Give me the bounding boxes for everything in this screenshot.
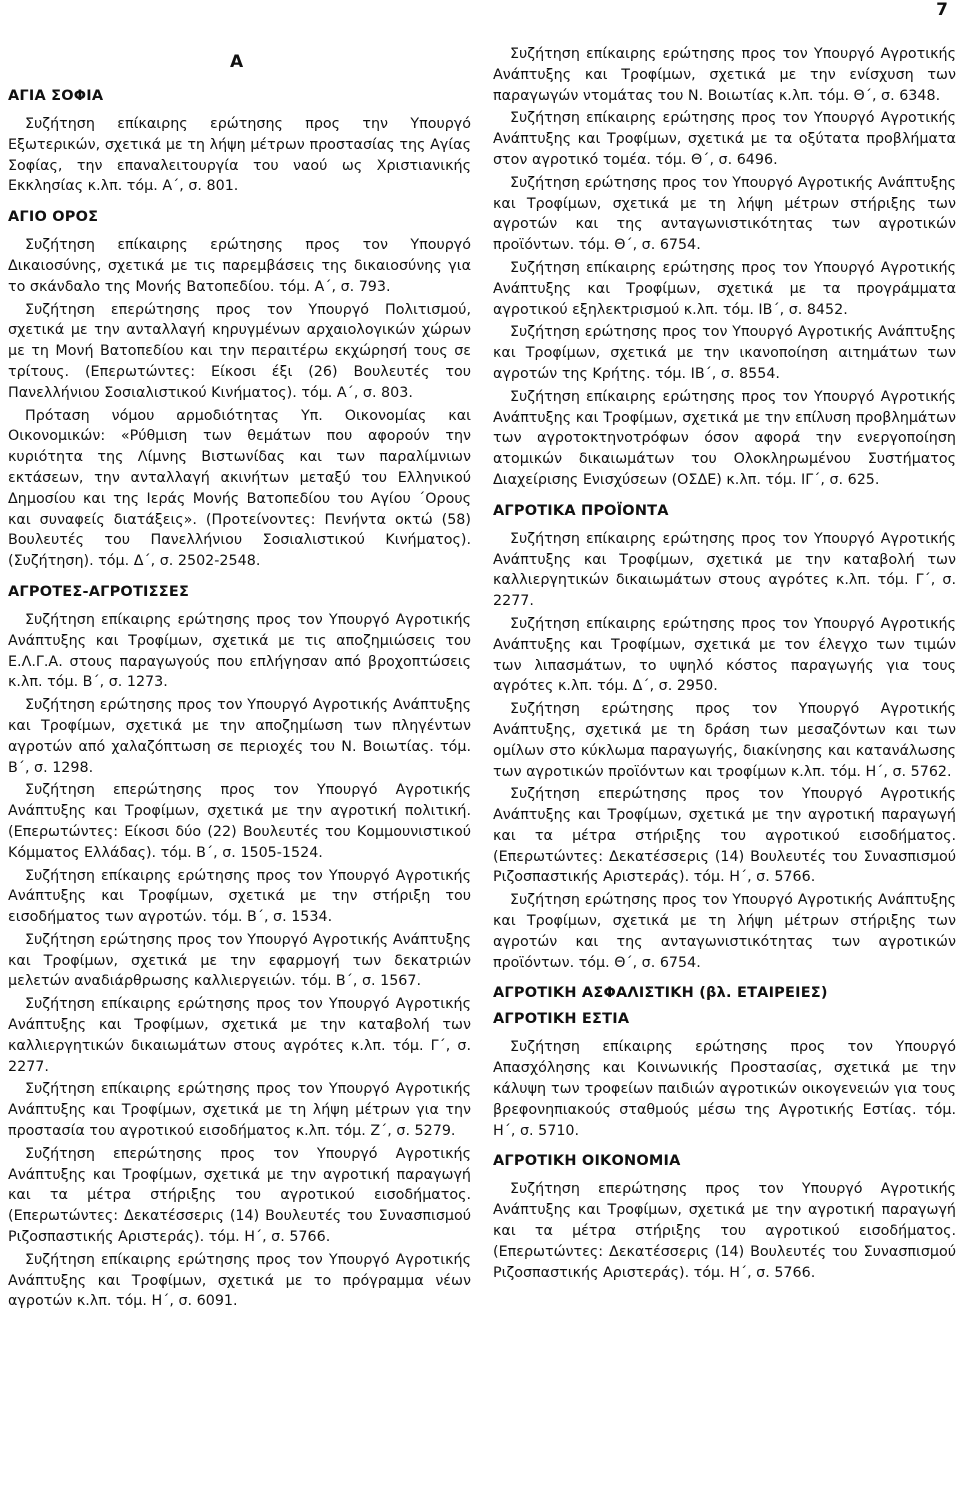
section-letter: Α (230, 52, 244, 72)
index-entry: Συζήτηση επίκαιρης ερώτησης προς τον Υπουργό Αγροτικής Ανάπτυξης και Τροφίμων, σχετικά με την επίλυση προβλημάτων των αγροτοκτηνοτρόφων όσον αφορά την ενεργοποίηση ατομικών δικαιωμάτων του Ολοκληρωμένου Συστήματος Διαχείρισης Ενισχύσεων (ΟΣΔΕ) κ.λπ. τόμ. ΙΓ΄, σ. 625. (493, 388, 956, 488)
section-heading: ΑΓΡΟΤΙΚΑ ΠΡΟΪΟΝΤΑ (493, 502, 669, 519)
index-entry: Συζήτηση επίκαιρης ερώτησης προς τον Υπουργό Δικαιοσύνης, σχετικά με τις παρεμβάσεις της δικαιοσύνης για το σκάνδαλο της Μονής Βατοπεδίου. τόμ. Α΄, σ. 793. (8, 237, 471, 295)
index-entry: Συζήτηση ερώτησης προς τον Υπουργό Αγροτικής Ανάπτυξης και Τροφίμων, σχετικά με την εφαρμογή των δεκατριών μελετών αναδιάρθρωσης καλλιεργειών. τόμ. Β΄, σ. 1567. (8, 931, 471, 990)
index-entry: Συζήτηση επίκαιρης ερώτησης προς τον Υπουργό Αγροτικής Ανάπτυξης και Τροφίμων, σχετικά με την καταβολή των καλλιεργητικών δικαιωμάτων στους αγρότες κ.λπ. τόμ. Γ΄, σ. 2277. (8, 996, 471, 1075)
section-heading: ΑΓΡΟΤΙΚΗ ΟΙΚΟΝΟΜΙΑ (493, 1153, 681, 1170)
index-entry: Συζήτηση επερώτησης προς τον Υπουργό Αγροτικής Ανάπτυξης και Τροφίμων, σχετικά με την αγροτική παραγωγή και τα μέτρα στήριξης του αγροτικού εισοδήματος. (Επερωτώντες: Δεκατέσσερις (14) Βουλευτές του Συνασπισμού Ριζοσπαστικής Αριστεράς). τόμ. Η΄, σ. 5766. (493, 1181, 956, 1281)
index-entry: Συζήτηση επίκαιρης ερώτησης προς τον Υπουργό Αγροτικής Ανάπτυξης και Τροφίμων, σχετικά με την καταβολή των καλλιεργητικών δικαιωμάτων στους αγρότες κ.λπ. τόμ. Γ΄, σ. 2277. (493, 530, 956, 610)
index-entry: Συζήτηση επερώτησης προς τον Υπουργό Αγροτικής Ανάπτυξης και Τροφίμων, σχετικά με την αγροτική παραγωγή και τα μέτρα στήριξης του αγροτικού εισοδήματος. (Επερωτώντες: Δεκατέσσερις (14) Βουλευτές του Συνασπισμού Ριζοσπαστικής Αριστεράς). τόμ. Η΄, σ. 5766. (493, 786, 956, 886)
index-entry: Συζήτηση επίκαιρης ερώτησης προς τον Υπουργό Αγροτικής Ανάπτυξης και Τροφίμων, σχετικά με την ενίσχυση των παραγωγών ντομάτας του Ν. Βοιωτίας κ.λπ. τόμ. Θ΄, σ. 6348. (493, 46, 956, 104)
index-entry: Συζήτηση ερώτησης προς τον Υπουργό Αγροτικής Ανάπτυξης, σχετικά με τη δράση των μεσαζόντων και των ομίλων στο κύκλωμα παραγωγής, διακίνησης και κατανάλωσης των αγροτικών προϊόντων και τροφίμων κ.λπ. τόμ. Η΄, σ. 5762. (493, 701, 956, 780)
index-entry: Συζήτηση επίκαιρης ερώτησης προς τον Υπουργό Αγροτικής Ανάπτυξης και Τροφίμων, σχετικά με τα οξύτατα προβλήματα στον αγροτικό τομέα. τόμ. Θ΄, σ. 6496. (493, 110, 956, 168)
index-entry: Συζήτηση ερώτησης προς τον Υπουργό Αγροτικής Ανάπτυξης και Τροφίμων, σχετικά με τη λήψη μέτρων στήριξης των αγροτών και της ανταγωνιστικότητας των αγροτικών προϊόντων. τόμ. Θ΄, σ. 6754. (493, 174, 956, 254)
index-entry: Πρόταση νόμου αρμοδιότητας Υπ. Οικονομίας και Οικονομικών: «Ρύθμιση των θεμάτων που αφορούν την κυριότητα της Λίμνης Βιστωνίδας και των παραλίμνιων εκτάσεων, την ανταλλαγή ακινήτων μεταξύ του Ελληνικού Δημοσίου και της Ιεράς Μονής Βατοπεδίου του Αγίου ΄Ορους και συναφείς διατάξεις». (Προτείνοντες: Πενήντα οκτώ (58) Βουλευτές του Πανελλήνιου Σοσιαλιστικού Κινήματος). (Συζήτηση). τόμ. Δ΄, σ. 2502-2548. (8, 407, 471, 570)
section-heading: ΑΓΡΟΤΕΣ-ΑΓΡΟΤΙΣΣΕΣ (8, 583, 190, 600)
index-entry: Συζήτηση επερώτησης προς τον Υπουργό Πολιτισμού, σχετικά με την ανταλλαγή κηρυγμένων αρχαιολογικών χώρων με τη Μονή Βατοπεδίου και την περαιτέρω εκχώρησή τους σε τρίτους. (Επερωτώντες: Είκοσι έξι (26) Βουλευτές του Πανελλήνιου Σοσιαλιστικού Κινήματος). τόμ. Α΄, σ. 803. (8, 301, 471, 401)
index-entry: Συζήτηση ερώτησης προς τον Υπουργό Αγροτικής Ανάπτυξης και Τροφίμων, σχετικά με την ικανοποίηση αιτημάτων των αγροτών της Κρήτης. τόμ. ΙΒ΄, σ. 8554. (493, 324, 956, 382)
index-entry: Συζήτηση επίκαιρης ερώτησης προς τον Υπουργό Αγροτικής Ανάπτυξης και Τροφίμων, σχετικά με τη λήψη μέτρων για την προστασία του αγροτικού εισοδήματος κ.λπ. τόμ. Ζ΄, σ. 5279. (8, 1081, 471, 1140)
index-entry: Συζήτηση επίκαιρης ερώτησης προς τον Υπουργό Αγροτικής Ανάπτυξης και Τροφίμων, σχετικά με τον έλεγχο των τιμών των λιπασμάτων, το υψηλό κόστος παραγωγής για τους αγρότες κ.λπ. τόμ. Δ΄, σ. 2950. (493, 615, 956, 695)
right-column (493, 44, 956, 1285)
page-number: 7 (936, 0, 948, 20)
index-entry: Συζήτηση επίκαιρης ερώτησης προς τον Υπουργό Αγροτικής Ανάπτυξης και Τροφίμων, σχετικά με τα προγράμματα αγροτικού εξηλεκτρισμού κ.λπ. τόμ. ΙΒ΄, σ. 8452. (493, 259, 956, 318)
index-entry: Συζήτηση ερώτησης προς τον Υπουργό Αγροτικής Ανάπτυξης και Τροφίμων, σχετικά με την αποζημίωση των πληγέντων αγροτών από χαλαζόπτωση σε περιοχές του Ν. Βοιωτίας. τόμ. Β΄, σ. 1298. (8, 697, 471, 776)
section-heading: ΑΓΙΑ ΣΟΦΙΑ (8, 88, 104, 104)
index-entry: Συζήτηση επερώτησης προς τον Υπουργό Αγροτικής Ανάπτυξης και Τροφίμων, σχετικά με την αγροτική πολιτική. (Επερωτώντες: Είκοσι δύο (22) Βουλευτές του Κομμουνιστικού Κόμματος Ελλάδας). τόμ. Β΄, σ. 1505-1524. (8, 782, 471, 861)
index-entry: Συζήτηση επερώτησης προς τον Υπουργό Αγροτικής Ανάπτυξης και Τροφίμων, σχετικά με την αγροτική παραγωγή και τα μέτρα στήριξης του αγροτικού εισοδήματος. (Επερωτώντες: Δεκατέσσερις (14) Βουλευτές του Συνασπισμού Ριζοσπαστικής Αριστεράς). τόμ. Η΄, σ. 5766. (8, 1145, 471, 1246)
index-entry: Συζήτηση ερώτησης προς τον Υπουργό Αγροτικής Ανάπτυξης και Τροφίμων, σχετικά με τη λήψη μέτρων στήριξης των αγροτών και της ανταγωνιστικότητας των αγροτικών προϊόντων. τόμ. Θ΄, σ. 6754. (493, 892, 956, 971)
section-heading: ΑΓΡΟΤΙΚΗ ΑΣΦΑΛΙΣΤΙΚΗ (βλ. ΕΤΑΙΡΕΙΕΣ) (493, 985, 828, 1002)
index-entry: Συζήτηση επίκαιρης ερώτησης προς τον Υπουργό Αγροτικής Ανάπτυξης και Τροφίμων, σχετικά με τις αποζημιώσεις του Ε.Λ.Γ.Α. στους παραγωγούς που επλήγησαν από βροχοπτώσεις κ.λπ. τόμ. Β΄, σ. 1273. (8, 611, 471, 691)
index-entry: Συζήτηση επίκαιρης ερώτησης προς την Υπουργό Εξωτερικών, σχετικά με τη λήψη μέτρων προστασίας της Αγίας Σοφίας, την επαναλειτουργία του ναού ως Χριστιανικής Εκκλησίας κ.λπ. τόμ. Α΄, σ. 801. (8, 116, 471, 195)
index-entry: Συζήτηση επίκαιρης ερώτησης προς τον Υπουργό Απασχόλησης και Κοινωνικής Προστασίας, σχετικά με την κάλυψη των τροφείων παιδιών αγροτικών οικογενειών για τους βρεφονηπιακούς σταθμούς μέσω της Αγροτικής Εστίας. τόμ. Η΄, σ. 5710. (493, 1039, 956, 1139)
section-heading: ΑΓΡΟΤΙΚΗ ΕΣΤΙΑ (493, 1011, 630, 1028)
left-column (8, 84, 471, 1314)
section-heading: ΑΓΙΟ ΟΡΟΣ (8, 209, 99, 226)
index-entry: Συζήτηση επίκαιρης ερώτησης προς τον Υπουργό Αγροτικής Ανάπτυξης και Τροφίμων, σχετικά με το πρόγραμμα νέων αγροτών κ.λπ. τόμ. Η΄, σ. 6091. (8, 1251, 471, 1310)
index-entry: Συζήτηση επίκαιρης ερώτησης προς τον Υπουργό Αγροτικής Ανάπτυξης και Τροφίμων, σχετικά με την στήριξη του εισοδήματος των αγροτών. τόμ. Β΄, σ. 1534. (8, 867, 471, 926)
